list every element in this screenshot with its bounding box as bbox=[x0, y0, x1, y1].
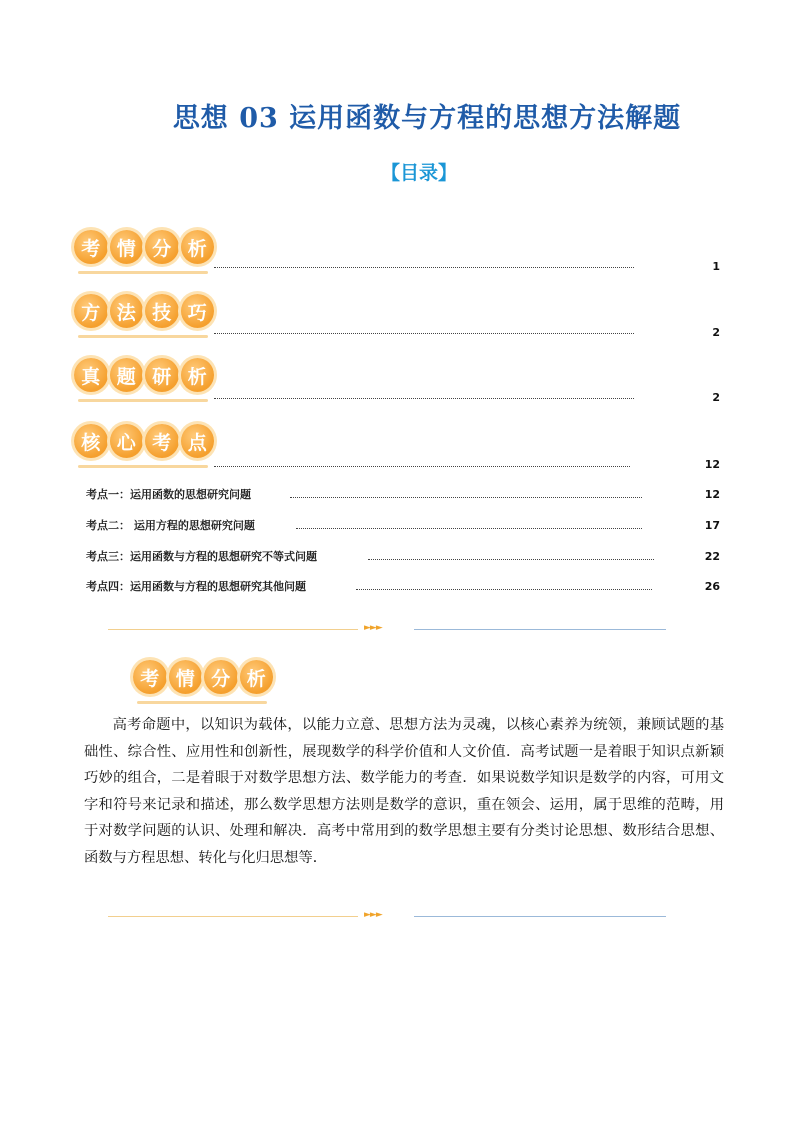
analysis-heading-badge bbox=[133, 658, 273, 704]
toc-subitem-label[interactable]: 考点四：运用函数与方程的思想研究其他问题 bbox=[86, 580, 306, 593]
toc-leader-dots bbox=[290, 497, 642, 498]
toc-heading: 【目录】 bbox=[380, 162, 457, 184]
toc-leader-dots bbox=[356, 589, 652, 590]
toc-section-badge bbox=[74, 228, 214, 274]
toc-page-number[interactable]: 17 bbox=[704, 519, 720, 532]
badge-underline bbox=[78, 271, 208, 274]
badge-underline bbox=[78, 399, 208, 402]
badge-char: 核 bbox=[74, 424, 108, 458]
badge-char: 析 bbox=[240, 660, 274, 694]
divider-line-left bbox=[108, 916, 358, 917]
badge-underline bbox=[78, 335, 208, 338]
divider-line-right bbox=[414, 916, 666, 917]
badge-char: 析 bbox=[181, 230, 215, 264]
badge-char: 法 bbox=[110, 294, 144, 328]
badge-char: 巧 bbox=[181, 294, 215, 328]
toc-leader-dots bbox=[368, 559, 654, 560]
badge-char: 题 bbox=[110, 358, 144, 392]
toc-page-number[interactable]: 26 bbox=[704, 580, 720, 593]
toc-page-number[interactable]: 2 bbox=[712, 326, 720, 339]
page-title: 思想 03 运用函数与方程的思想方法解题 bbox=[172, 103, 682, 134]
toc-leader-dots bbox=[214, 333, 634, 334]
badge-char: 技 bbox=[145, 294, 179, 328]
badge-char: 情 bbox=[110, 230, 144, 264]
toc-page-number[interactable]: 2 bbox=[712, 391, 720, 404]
badge-char: 考 bbox=[133, 660, 167, 694]
toc-section-badge bbox=[74, 292, 214, 338]
toc-section-badge bbox=[74, 356, 214, 402]
badge-char: 真 bbox=[74, 358, 108, 392]
badge-char: 考 bbox=[74, 230, 108, 264]
toc-page-number[interactable]: 12 bbox=[704, 458, 720, 471]
divider-arrows-icon: ►►► bbox=[364, 910, 382, 920]
toc-leader-dots bbox=[214, 267, 634, 268]
toc-leader-dots bbox=[296, 528, 642, 529]
toc-section-badge bbox=[74, 422, 214, 468]
badge-underline bbox=[137, 701, 267, 704]
badge-char: 情 bbox=[169, 660, 203, 694]
badge-char: 点 bbox=[181, 424, 215, 458]
badge-char: 析 bbox=[181, 358, 215, 392]
toc-leader-dots bbox=[214, 466, 630, 467]
badge-underline bbox=[78, 465, 208, 468]
toc-subitem-label[interactable]: 考点二： 运用方程的思想研究问题 bbox=[86, 519, 255, 532]
badge-char: 心 bbox=[110, 424, 144, 458]
divider-line-left bbox=[108, 629, 358, 630]
toc-page-number[interactable]: 12 bbox=[704, 488, 720, 501]
divider-arrows-icon: ►►► bbox=[364, 623, 382, 633]
badge-char: 分 bbox=[145, 230, 179, 264]
toc-subitem-label[interactable]: 考点一：运用函数的思想研究问题 bbox=[86, 488, 251, 501]
badge-char: 研 bbox=[145, 358, 179, 392]
toc-subitem-label[interactable]: 考点三：运用函数与方程的思想研究不等式问题 bbox=[86, 550, 317, 563]
analysis-paragraph: 高考命题中，以知识为载体，以能力立意、思想方法为灵魂，以核心素养为统领，兼顾试题的基础性、综合性、应用性和创新性，展现数学的科学价值和人文价值．高考试题一是着眼于知识点新颖巧妙的组合，二是着眼于对数学思想方法、数学能力的考查．如果说数学知识是数学的内容，可用文字和符号来记录和描述，那么数学思想方法则是数学的意识，重在领会、运用，属于思维的范畴，用于对数学问题的认识、处理和解决．高考中常用到的数学思想主要有分类讨论思想、数形结合思想、函数与方程思想、转化与化归思想等． bbox=[84, 717, 724, 866]
toc-leader-dots bbox=[214, 398, 634, 399]
divider-line-right bbox=[414, 629, 666, 630]
badge-char: 考 bbox=[145, 424, 179, 458]
badge-char: 分 bbox=[204, 660, 238, 694]
badge-char: 方 bbox=[74, 294, 108, 328]
toc-page-number[interactable]: 1 bbox=[712, 260, 720, 273]
toc-page-number[interactable]: 22 bbox=[704, 550, 720, 563]
